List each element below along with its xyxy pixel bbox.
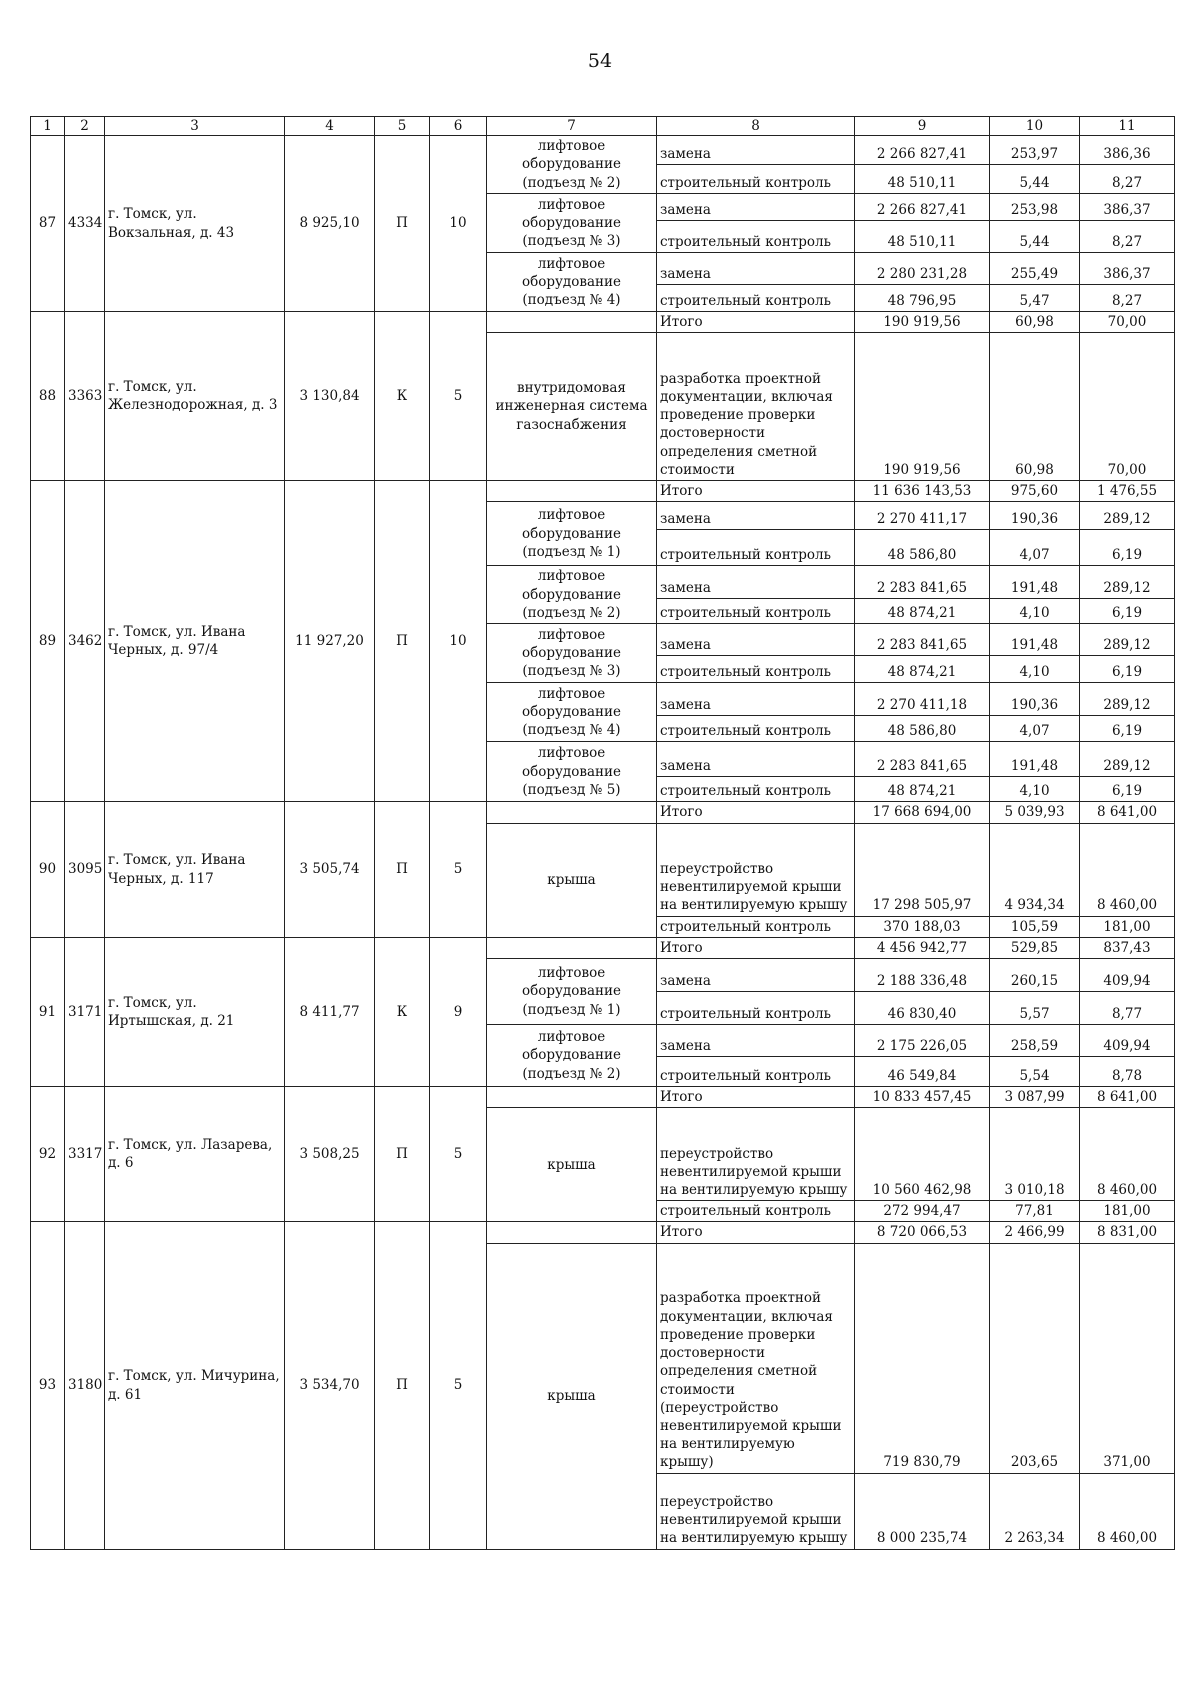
limit-cost-cell: 6,19 [1080,599,1175,624]
house-code-cell: 3462 [65,481,105,802]
header-cell: 4 [285,117,375,136]
element-cell: крыша [487,823,657,937]
row-number-cell: 92 [31,1086,65,1221]
limit-cost-cell: 8 460,00 [1080,823,1175,916]
element-cell [487,481,657,502]
work-type-cell: замена [657,742,855,777]
cost-cell: 2 283 841,65 [855,742,990,777]
type-cell: П [375,1222,430,1549]
unit-cost-cell: 2 466,99 [990,1222,1080,1243]
cost-cell: 48 510,11 [855,165,990,194]
unit-cost-cell: 203,65 [990,1243,1080,1473]
work-type-cell: замена [657,136,855,165]
unit-cost-cell: 258,59 [990,1024,1080,1056]
table-row [31,481,1175,502]
table-row [31,311,1175,332]
work-type-cell: строительный контроль [657,599,855,624]
header-cell: 10 [990,117,1080,136]
limit-cost-cell: 409,94 [1080,958,1175,991]
table-row [31,136,1175,165]
limit-cost-cell: 8,27 [1080,220,1175,252]
limit-cost-cell: 8,27 [1080,165,1175,194]
limit-cost-cell: 289,12 [1080,502,1175,530]
unit-cost-cell: 975,60 [990,481,1080,502]
element-cell: лифтовое оборудование (подъезд № 3) [487,624,657,683]
work-type-cell: Итого [657,937,855,958]
work-type-cell: Итого [657,1086,855,1107]
header-cell: 7 [487,117,657,136]
work-type-cell: строительный контроль [657,284,855,311]
unit-cost-cell: 190,36 [990,683,1080,716]
unit-cost-cell: 4 934,34 [990,823,1080,916]
work-type-cell: строительный контроль [657,530,855,566]
row-number-cell: 88 [31,311,65,480]
header-cell: 8 [657,117,855,136]
area-cell: 11 927,20 [285,481,375,802]
address-cell: г. Томск, ул. Мичурина, д. 61 [105,1222,285,1549]
type-cell: П [375,481,430,802]
element-cell: крыша [487,1108,657,1222]
table-row [31,1222,1175,1243]
floors-cell: 5 [430,1086,487,1221]
unit-cost-cell: 253,97 [990,136,1080,165]
cost-cell: 8 720 066,53 [855,1222,990,1243]
cost-cell: 48 874,21 [855,599,990,624]
cost-cell: 2 270 411,18 [855,683,990,716]
cost-cell: 48 586,80 [855,716,990,742]
cost-cell: 10 833 457,45 [855,1086,990,1107]
row-number-cell: 89 [31,481,65,802]
floors-cell: 9 [430,937,487,1086]
work-type-cell: замена [657,502,855,530]
work-type-cell: замена [657,958,855,991]
element-cell [487,1222,657,1243]
house-code-cell: 3363 [65,311,105,480]
area-cell: 3 534,70 [285,1222,375,1549]
unit-cost-cell: 77,81 [990,1201,1080,1222]
unit-cost-cell: 2 263,34 [990,1473,1080,1549]
element-cell: лифтовое оборудование (подъезд № 2) [487,566,657,624]
cost-cell: 48 796,95 [855,284,990,311]
unit-cost-cell: 4,10 [990,599,1080,624]
cost-cell: 2 266 827,41 [855,136,990,165]
cost-cell: 2 188 336,48 [855,958,990,991]
limit-cost-cell: 8 641,00 [1080,802,1175,823]
cost-cell: 2 280 231,28 [855,252,990,284]
work-type-cell: переустройство невентилируемой крыши на вентилируемую крышу [657,1473,855,1549]
limit-cost-cell: 386,36 [1080,136,1175,165]
cost-cell: 370 188,03 [855,916,990,937]
cost-cell: 10 560 462,98 [855,1108,990,1201]
unit-cost-cell: 191,48 [990,742,1080,777]
limit-cost-cell: 837,43 [1080,937,1175,958]
element-cell: лифтовое оборудование (подъезд № 3) [487,193,657,252]
limit-cost-cell: 8 641,00 [1080,1086,1175,1107]
house-code-cell: 4334 [65,136,105,312]
unit-cost-cell: 3 010,18 [990,1108,1080,1201]
work-type-cell: строительный контроль [657,916,855,937]
unit-cost-cell: 105,59 [990,916,1080,937]
limit-cost-cell: 8,78 [1080,1056,1175,1086]
element-cell: лифтовое оборудование (подъезд № 2) [487,136,657,194]
limit-cost-cell: 289,12 [1080,683,1175,716]
header-cell: 3 [105,117,285,136]
cost-cell: 2 270 411,17 [855,502,990,530]
work-type-cell: переустройство невентилируемой крыши на вентилируемую крышу [657,1108,855,1201]
header-cell: 9 [855,117,990,136]
cost-cell: 2 175 226,05 [855,1024,990,1056]
limit-cost-cell: 289,12 [1080,566,1175,599]
table-row [31,937,1175,958]
floors-cell: 5 [430,311,487,480]
header-cell: 2 [65,117,105,136]
unit-cost-cell: 529,85 [990,937,1080,958]
cost-cell: 190 919,56 [855,311,990,332]
element-cell: лифтовое оборудование (подъезд № 2) [487,1024,657,1086]
unit-cost-cell: 60,98 [990,311,1080,332]
address-cell: г. Томск, ул. Железнодорожная, д. 3 [105,311,285,480]
element-cell: лифтовое оборудование (подъезд № 1) [487,958,657,1024]
unit-cost-cell: 260,15 [990,958,1080,991]
work-type-cell: Итого [657,311,855,332]
limit-cost-cell: 8,77 [1080,991,1175,1024]
unit-cost-cell: 5,44 [990,165,1080,194]
cost-cell: 2 266 827,41 [855,193,990,220]
cost-cell: 46 549,84 [855,1056,990,1086]
address-cell: г. Томск, ул. Ивана Черных, д. 97/4 [105,481,285,802]
header-cell: 1 [31,117,65,136]
header-row [31,117,1175,136]
work-type-cell: строительный контроль [657,777,855,802]
row-number-cell: 87 [31,136,65,312]
work-type-cell: замена [657,252,855,284]
element-cell: внутридомовая инженерная система газоснабжения [487,333,657,481]
cost-cell: 719 830,79 [855,1243,990,1473]
cost-cell: 48 510,11 [855,220,990,252]
limit-cost-cell: 181,00 [1080,916,1175,937]
type-cell: П [375,136,430,312]
house-code-cell: 3317 [65,1086,105,1221]
row-number-cell: 91 [31,937,65,1086]
work-type-cell: переустройство невентилируемой крыши на вентилируемую крышу [657,823,855,916]
cost-cell: 190 919,56 [855,333,990,481]
limit-cost-cell: 371,00 [1080,1243,1175,1473]
work-type-cell: строительный контроль [657,656,855,683]
address-cell: г. Томск, ул. Ивана Черных, д. 117 [105,802,285,937]
unit-cost-cell: 4,10 [990,656,1080,683]
area-cell: 3 508,25 [285,1086,375,1221]
work-type-cell: Итого [657,1222,855,1243]
unit-cost-cell: 60,98 [990,333,1080,481]
element-cell [487,802,657,823]
work-type-cell: замена [657,1024,855,1056]
work-type-cell: разработка проектной документации, включая проведение проверки достоверности определения сметной стоимости [657,333,855,481]
house-code-cell: 3180 [65,1222,105,1549]
table-row [31,802,1175,823]
unit-cost-cell: 4,07 [990,530,1080,566]
unit-cost-cell: 190,36 [990,502,1080,530]
unit-cost-cell: 5,44 [990,220,1080,252]
cost-cell: 8 000 235,74 [855,1473,990,1549]
area-cell: 3 505,74 [285,802,375,937]
repair-table [30,116,1175,1550]
limit-cost-cell: 289,12 [1080,624,1175,656]
work-type-cell: строительный контроль [657,716,855,742]
cost-cell: 48 874,21 [855,656,990,683]
unit-cost-cell: 5,57 [990,991,1080,1024]
row-number-cell: 90 [31,802,65,937]
floors-cell: 5 [430,1222,487,1549]
unit-cost-cell: 255,49 [990,252,1080,284]
element-cell [487,937,657,958]
area-cell: 8 925,10 [285,136,375,312]
address-cell: г. Томск, ул. Иртышская, д. 21 [105,937,285,1086]
element-cell: лифтовое оборудование (подъезд № 4) [487,683,657,742]
limit-cost-cell: 6,19 [1080,530,1175,566]
unit-cost-cell: 5,54 [990,1056,1080,1086]
work-type-cell: Итого [657,481,855,502]
unit-cost-cell: 4,07 [990,716,1080,742]
unit-cost-cell: 5 039,93 [990,802,1080,823]
cost-cell: 17 668 694,00 [855,802,990,823]
limit-cost-cell: 6,19 [1080,716,1175,742]
limit-cost-cell: 8 460,00 [1080,1108,1175,1201]
page-number: 54 [587,50,613,72]
house-code-cell: 3171 [65,937,105,1086]
cost-cell: 11 636 143,53 [855,481,990,502]
unit-cost-cell: 191,48 [990,566,1080,599]
floors-cell: 10 [430,481,487,802]
area-cell: 3 130,84 [285,311,375,480]
cost-cell: 48 586,80 [855,530,990,566]
cost-cell: 48 874,21 [855,777,990,802]
cost-cell: 17 298 505,97 [855,823,990,916]
limit-cost-cell: 6,19 [1080,777,1175,802]
row-number-cell: 93 [31,1222,65,1549]
limit-cost-cell: 8 831,00 [1080,1222,1175,1243]
limit-cost-cell: 8,27 [1080,284,1175,311]
header-cell: 11 [1080,117,1175,136]
type-cell: К [375,311,430,480]
work-type-cell: замена [657,624,855,656]
element-cell: лифтовое оборудование (подъезд № 4) [487,252,657,311]
work-type-cell: замена [657,193,855,220]
type-cell: К [375,937,430,1086]
work-type-cell: Итого [657,802,855,823]
floors-cell: 5 [430,802,487,937]
element-cell: крыша [487,1243,657,1549]
limit-cost-cell: 409,94 [1080,1024,1175,1056]
unit-cost-cell: 4,10 [990,777,1080,802]
unit-cost-cell: 253,98 [990,193,1080,220]
table-row [31,1086,1175,1107]
area-cell: 8 411,77 [285,937,375,1086]
cost-cell: 272 994,47 [855,1201,990,1222]
element-cell [487,311,657,332]
unit-cost-cell: 3 087,99 [990,1086,1080,1107]
limit-cost-cell: 70,00 [1080,333,1175,481]
limit-cost-cell: 386,37 [1080,252,1175,284]
cost-cell: 46 830,40 [855,991,990,1024]
element-cell: лифтовое оборудование (подъезд № 1) [487,502,657,566]
element-cell: лифтовое оборудование (подъезд № 5) [487,742,657,802]
work-type-cell: строительный контроль [657,1056,855,1086]
unit-cost-cell: 5,47 [990,284,1080,311]
work-type-cell: строительный контроль [657,165,855,194]
work-type-cell: замена [657,683,855,716]
type-cell: П [375,802,430,937]
element-cell [487,1086,657,1107]
work-type-cell: строительный контроль [657,991,855,1024]
work-type-cell: строительный контроль [657,220,855,252]
limit-cost-cell: 386,37 [1080,193,1175,220]
limit-cost-cell: 70,00 [1080,311,1175,332]
work-type-cell: строительный контроль [657,1201,855,1222]
limit-cost-cell: 6,19 [1080,656,1175,683]
limit-cost-cell: 289,12 [1080,742,1175,777]
work-type-cell: замена [657,566,855,599]
cost-cell: 4 456 942,77 [855,937,990,958]
limit-cost-cell: 8 460,00 [1080,1473,1175,1549]
address-cell: г. Томск, ул. Лазарева, д. 6 [105,1086,285,1221]
cost-cell: 2 283 841,65 [855,566,990,599]
limit-cost-cell: 1 476,55 [1080,481,1175,502]
cost-cell: 2 283 841,65 [855,624,990,656]
header-cell: 6 [430,117,487,136]
floors-cell: 10 [430,136,487,312]
house-code-cell: 3095 [65,802,105,937]
limit-cost-cell: 181,00 [1080,1201,1175,1222]
work-type-cell: разработка проектной документации, включая проведение проверки достоверности определения сметной стоимости (переустройство невентилируемой крыши на вентилируемую крышу) [657,1243,855,1473]
type-cell: П [375,1086,430,1221]
unit-cost-cell: 191,48 [990,624,1080,656]
header-cell: 5 [375,117,430,136]
address-cell: г. Томск, ул. Вокзальная, д. 43 [105,136,285,312]
